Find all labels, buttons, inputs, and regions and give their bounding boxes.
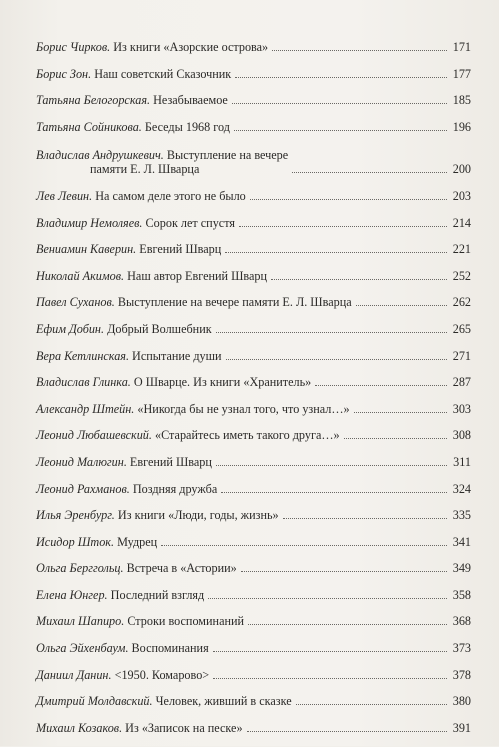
entry-author: Дмитрий Молдавский. (36, 694, 153, 709)
entry-author: Вера Кетлинская. (36, 348, 129, 363)
entry-title: Сорок лет спустя (145, 215, 235, 230)
entry-title-text (36, 641, 211, 655)
toc-entry (36, 93, 471, 107)
dot-leader (226, 359, 447, 360)
entry-page-number: 252 (452, 268, 471, 283)
dot-leader (241, 571, 447, 572)
entry-page-number: 196 (452, 119, 471, 134)
entry-author: Владислав Глинка. (36, 375, 131, 390)
entry-title: <1950. Комарово> (114, 667, 210, 682)
entry-title-text (36, 694, 294, 708)
dot-leader (356, 305, 447, 306)
toc-entry (36, 216, 471, 230)
entry-title-text (36, 455, 214, 469)
dot-leader (208, 598, 447, 599)
toc-entry (36, 269, 471, 283)
entry-title: Строки воспоминаний (127, 614, 245, 629)
entry-page-number: 200 (452, 162, 471, 177)
dot-leader (272, 50, 447, 51)
dot-leader (344, 438, 447, 439)
entry-title-text (36, 721, 245, 735)
dot-leader (232, 103, 447, 104)
entry-title: Поздняя дружба (132, 481, 218, 496)
dot-leader (248, 624, 447, 625)
entry-title-text (36, 349, 224, 363)
entry-title-continuation: памяти Е. Л. Шварца (90, 162, 200, 177)
entry-page-number: 368 (452, 614, 471, 629)
toc-entry (36, 508, 471, 522)
dot-leader (271, 279, 447, 280)
toc-entry (36, 67, 471, 81)
entry-title-text (36, 588, 206, 602)
entry-author: Татьяна Белогорская. (36, 93, 151, 108)
entry-title-text (36, 269, 269, 283)
entry-title: Из книги «Азорские острова» (113, 40, 269, 54)
entry-author: Владимир Немоляев. (36, 215, 143, 230)
entry-title: Последний взгляд (110, 587, 205, 602)
toc-entry (36, 482, 471, 496)
toc-entry (36, 561, 471, 575)
entry-page-number: 373 (452, 641, 471, 656)
dot-leader (216, 465, 447, 466)
entry-title-text (36, 614, 246, 628)
entry-title: Встреча в «Астории» (126, 561, 237, 576)
entry-author: Леонид Малюгин. (36, 454, 127, 469)
entry-title: Мудрец (117, 534, 158, 549)
entry-author: Лев Левин. (36, 188, 93, 203)
entry-page-number: 303 (452, 401, 471, 416)
toc-entry (36, 242, 471, 256)
entry-title: Наш автор Евгений Шварц (127, 268, 268, 283)
entry-title-text (36, 535, 159, 549)
entry-page-number: 380 (452, 694, 471, 709)
entry-title: Из книги «Люди, годы, жизнь» (117, 508, 279, 523)
entry-title: О Шварце. Из книги «Хранитель» (133, 375, 312, 390)
table-of-contents (36, 40, 471, 747)
entry-page-number: 311 (453, 454, 471, 469)
toc-entry (36, 295, 471, 309)
entry-title-text (36, 428, 342, 442)
toc-entry (36, 375, 471, 389)
entry-author: Леонид Рахманов. (36, 481, 130, 496)
entry-page-number: 349 (452, 561, 471, 576)
entry-author: Елена Юнгер. (36, 587, 108, 602)
entry-title: Человек, живший в сказке (155, 694, 292, 709)
entry-author: Павел Суханов. (36, 295, 115, 310)
entry-author: Ефим Добин. (36, 321, 105, 336)
dot-leader (283, 518, 447, 519)
dot-leader (234, 130, 447, 131)
entry-author: Александр Штейн. (36, 401, 135, 416)
toc-entry (36, 40, 471, 54)
entry-author: Борис Чирков. (36, 40, 111, 54)
entry-title-text (36, 93, 230, 107)
entry-page-number: 308 (452, 428, 471, 443)
toc-entry (36, 428, 471, 442)
entry-page-number: 221 (452, 242, 471, 257)
entry-title: Незабываемое (153, 93, 228, 108)
dot-leader (296, 704, 447, 705)
entry-title-text (36, 216, 237, 230)
dot-leader (213, 678, 447, 679)
entry-author: Борис Зон. (36, 66, 92, 81)
entry-page-number: 265 (452, 321, 471, 336)
dot-leader (213, 651, 447, 652)
entry-page-number: 335 (452, 508, 471, 523)
toc-entry (36, 349, 471, 363)
entry-page-number: 203 (452, 188, 471, 203)
entry-page-number: 391 (452, 720, 471, 735)
toc-entry (36, 120, 471, 134)
entry-author: Владислав Андрушкевич. (36, 148, 164, 163)
entry-title: Наш советский Сказочник (94, 66, 232, 81)
entry-author: Леонид Любашевский. (36, 428, 152, 443)
toc-entry (36, 694, 471, 708)
entry-page-number: 262 (452, 295, 471, 310)
entry-title: Выступление на вечере памяти Е. Л. Шварца (117, 295, 352, 310)
dot-leader (216, 332, 447, 333)
entry-title: «Никогда бы не узнал того, что узнал…» (137, 401, 350, 416)
entry-title-text (36, 242, 223, 256)
toc-entry (36, 588, 471, 602)
dot-leader (221, 492, 447, 493)
entry-author: Илья Эренбург. (36, 508, 115, 523)
entry-page-number: 378 (452, 667, 471, 682)
entry-author: Татьяна Сойникова. (36, 119, 142, 134)
dot-leader (235, 77, 447, 78)
toc-entry (36, 189, 471, 203)
dot-leader (239, 226, 447, 227)
toc-entry (36, 322, 471, 336)
entry-title: Испытание души (132, 348, 222, 363)
dot-leader (292, 172, 447, 173)
entry-author: Николай Акимов. (36, 268, 125, 283)
toc-entry (36, 535, 471, 549)
entry-page-number: 271 (452, 348, 471, 363)
entry-author: Михаил Козаков. (36, 720, 123, 735)
entry-title-text (36, 561, 239, 575)
entry-title: Евгений Шварц (129, 454, 212, 469)
toc-entry (36, 402, 471, 416)
entry-author: Михаил Шапиро. (36, 614, 125, 629)
entry-page-number: 214 (452, 215, 471, 230)
entry-title-text (36, 508, 281, 522)
entry-page-number: 171 (452, 40, 471, 54)
entry-author: Вениамин Каверин. (36, 242, 137, 257)
entry-author: Даниил Данин. (36, 667, 112, 682)
entry-title: «Старайтесь иметь такого друга…» (155, 428, 340, 443)
entry-title-text (36, 189, 248, 203)
dot-leader (354, 412, 447, 413)
entry-title: На самом деле этого не было (95, 188, 246, 203)
entry-author: Ольга Берггольц. (36, 561, 124, 576)
dot-leader (247, 731, 447, 732)
entry-title-text (36, 322, 214, 336)
dot-leader (250, 199, 447, 200)
toc-entry (36, 668, 471, 682)
entry-title-text (36, 120, 232, 134)
entry-page-number: 358 (452, 587, 471, 602)
entry-title: Выступление на вечере (166, 148, 289, 163)
entry-page-number: 287 (452, 375, 471, 390)
toc-entry (36, 455, 471, 469)
entry-author: Ольга Эйхенбаум. (36, 641, 129, 656)
dot-leader (225, 252, 447, 253)
entry-page-number: 324 (452, 481, 471, 496)
entry-title-text (36, 668, 211, 682)
entry-title: Евгений Шварц (139, 242, 222, 257)
entry-title: Из «Записок на песке» (125, 720, 243, 735)
entry-title: Добрый Волшебник (107, 321, 212, 336)
entry-title-text (36, 295, 354, 309)
entry-page-number: 185 (452, 93, 471, 108)
entry-title-text (36, 40, 270, 54)
entry-title: Воспоминания (131, 641, 209, 656)
entry-title-text (36, 67, 233, 81)
toc-entry (36, 146, 471, 176)
entry-page-number: 341 (452, 534, 471, 549)
toc-entry (36, 721, 471, 735)
dot-leader (161, 545, 447, 546)
entry-title-text (36, 482, 219, 496)
entry-author: Исидор Шток. (36, 534, 115, 549)
entry-page-number: 177 (452, 66, 471, 81)
toc-entry (36, 614, 471, 628)
entry-title-text (36, 402, 352, 416)
toc-entry (36, 641, 471, 655)
entry-title-text (36, 148, 290, 176)
entry-title: Беседы 1968 год (144, 119, 230, 134)
dot-leader (315, 385, 447, 386)
entry-title-text (36, 375, 313, 389)
